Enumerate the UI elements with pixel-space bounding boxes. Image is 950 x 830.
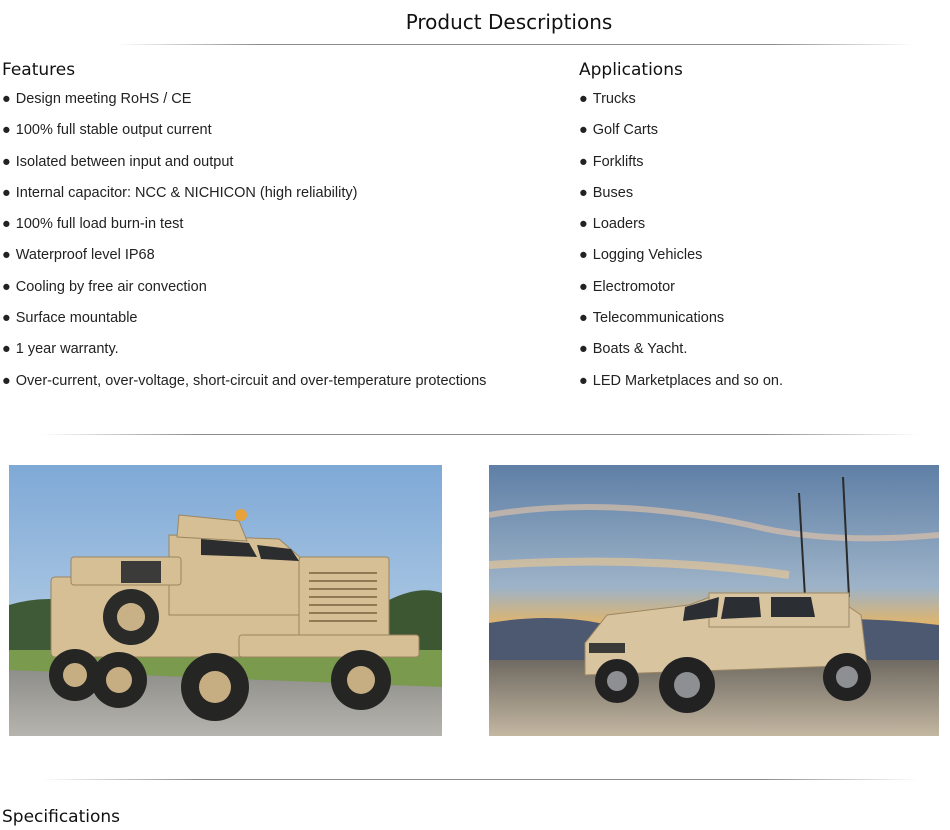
list-item: ● Waterproof level IP68 [2,247,155,264]
bullet-icon: ● [2,372,11,389]
applications-heading: Applications [579,60,683,80]
bullet-icon: ● [579,91,588,107]
bullet-icon: ● [579,247,588,264]
bullet-icon: ● [2,278,11,295]
bullet-icon: ● [579,122,588,139]
features-heading: Features [2,60,76,80]
list-item: ● Forklifts [579,153,644,170]
applications-section [579,58,939,402]
list-item: ● Golf Carts [579,122,659,139]
list-item: ● Isolated between input and output [2,153,234,170]
applications-list [579,89,939,402]
bullet-icon: ● [579,341,588,358]
bullet-icon: ● [2,310,11,327]
divider-bottom [40,779,920,780]
bullet-icon: ● [579,216,588,233]
list-item: ● Logging Vehicles [579,247,703,264]
divider-middle [40,434,920,435]
bullet-icon: ● [579,372,588,389]
list-item: ● Cooling by free air convection [2,278,207,295]
divider-top [115,44,915,45]
list-item: ● Loaders [579,216,646,233]
list-item: ● 100% full stable output current [2,122,212,139]
bullet-icon: ● [579,310,588,327]
bullet-icon: ● [2,216,11,233]
list-item: ● Internal capacitor: NCC & NICHICON (high reliability) [2,184,358,201]
list-item: ● Surface mountable [2,310,138,327]
bullet-icon: ● [2,247,11,264]
armored-vehicle-sunset-photo [489,465,939,736]
list-item: ● Telecommunications [579,310,725,327]
features-section [2,58,562,402]
armored-truck-photo-icon [9,465,442,736]
list-item: ● 1 year warranty. [2,341,119,358]
bullet-icon: ● [2,122,11,139]
list-item: ● Trucks [579,91,636,107]
armored-truck-photo [9,465,442,736]
armored-vehicle-sunset-photo-icon [489,465,939,736]
features-list [2,89,562,402]
page-title: Product Descriptions [405,10,613,34]
list-item: ● LED Marketplaces and so on. [579,372,783,389]
bullet-icon: ● [2,184,11,201]
bullet-icon: ● [2,153,11,170]
list-item: ● Boats & Yacht. [579,341,688,358]
bullet-icon: ● [579,153,588,170]
list-item: ● Design meeting RoHS / CE [2,91,192,107]
list-item: ● Buses [579,184,634,201]
list-item: ● 100% full load burn-in test [2,216,184,233]
specifications-heading: Specifications [2,807,121,827]
bullet-icon: ● [2,341,11,358]
list-item: ● Over-current, over-voltage, short-circuit and over-temperature protections [2,372,487,389]
bullet-icon: ● [579,278,588,295]
bullet-icon: ● [579,184,588,201]
list-item: ● Electromotor [579,278,675,295]
bullet-icon: ● [2,91,11,107]
